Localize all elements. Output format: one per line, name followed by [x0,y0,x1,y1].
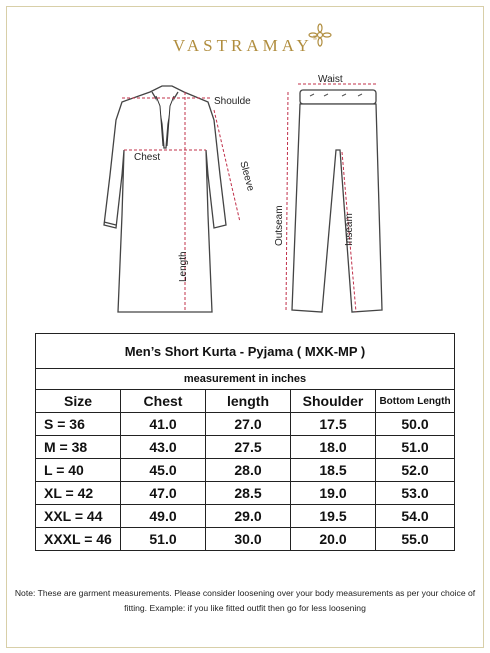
cell-chest: 45.0 [121,459,206,482]
size-chart-table [35,333,455,551]
cell-length: 28.0 [206,459,291,482]
cell-length: 29.0 [206,505,291,528]
cell-shoulder: 18.0 [291,436,376,459]
cell-size: S = 36 [36,413,121,436]
table-subtitle: measurement in inches [36,369,455,390]
cell-bottom-length: 53.0 [376,482,455,505]
table-row [36,436,455,459]
cell-bottom-length: 51.0 [376,436,455,459]
cell-chest: 43.0 [121,436,206,459]
cell-bottom-length: 52.0 [376,459,455,482]
table-row [36,459,455,482]
sleeve-label: Sleeve [237,160,256,193]
table-row [36,482,455,505]
table-title: Men’s Short Kurta - Pyjama ( MXK-MP ) [36,334,455,369]
lotus-logo-icon [308,23,332,47]
col-header-shoulder: Shoulder [291,390,376,413]
table-header-row [36,390,455,413]
col-header-bottom-length: Bottom Length [376,390,455,413]
col-header-chest: Chest [121,390,206,413]
table-row [36,528,455,551]
cell-length: 30.0 [206,528,291,551]
col-header-size: Size [36,390,121,413]
cell-shoulder: 18.5 [291,459,376,482]
cell-chest: 51.0 [121,528,206,551]
cell-shoulder: 19.5 [291,505,376,528]
cell-size: XL = 42 [36,482,121,505]
cell-chest: 49.0 [121,505,206,528]
cell-shoulder: 17.5 [291,413,376,436]
cell-bottom-length: 50.0 [376,413,455,436]
shoulder-label: Shoulde [214,96,251,107]
chest-label: Chest [134,152,161,163]
cell-bottom-length: 54.0 [376,505,455,528]
brand-registered-mark: ® [312,36,318,42]
outseam-line [286,92,288,312]
waist-label: Waist [318,74,343,85]
brand-logo [0,36,490,56]
cell-size: M = 38 [36,436,121,459]
fit-note: Note: These are garment measurements. Please consider loosening over your body measurements as per your choice of fitting. Example: if you like fitted outfit then go for less loosening [14,588,476,613]
kurta-diagram [90,80,260,330]
cell-size: XXL = 44 [36,505,121,528]
cell-size: L = 40 [36,459,121,482]
inseam-label: Inseam [344,213,355,246]
cell-shoulder: 20.0 [291,528,376,551]
pyjama-diagram [280,80,390,325]
cell-length: 28.5 [206,482,291,505]
waistband [300,90,376,104]
cell-length: 27.0 [206,413,291,436]
outseam-label: Outseam [274,205,285,246]
col-header-length: length [206,390,291,413]
cell-chest: 41.0 [121,413,206,436]
cell-shoulder: 19.0 [291,482,376,505]
cell-chest: 47.0 [121,482,206,505]
brand-name: VASTRAMAY [172,36,313,55]
cell-bottom-length: 55.0 [376,528,455,551]
cell-size: XXXL = 46 [36,528,121,551]
length-label: Length [178,251,189,282]
table-row [36,505,455,528]
pyjama-outline [292,104,382,312]
cell-length: 27.5 [206,436,291,459]
table-row [36,413,455,436]
